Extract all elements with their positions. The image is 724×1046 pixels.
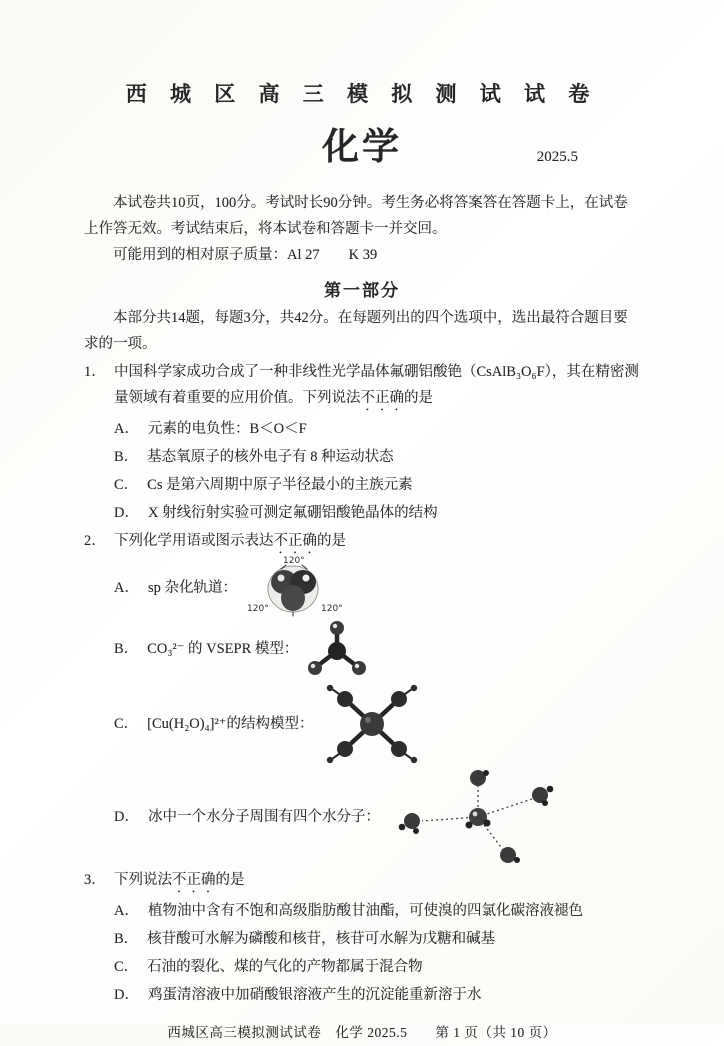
stem-text-pre: 下列说法 (114, 872, 172, 888)
stem-text-pre: 中国科学家成功合成了一种非线性光学晶体氟硼铝酸铯（CsAlB₃O₆F），其在精密测量领域有着重要的应用价值。下列说法 (114, 364, 639, 406)
orbital-angle-label-right: 120° (321, 604, 343, 614)
square-planar-complex-figure (319, 681, 425, 767)
orbital-angle-label-left: 120° (247, 604, 269, 614)
question-2-option-c (84, 681, 640, 767)
question-3 (84, 867, 640, 1008)
stem-emphasis: 不正确 (172, 872, 216, 888)
exam-date: 2025.5 (536, 149, 578, 165)
option-label: A． (114, 580, 139, 596)
question-3-option-b (84, 926, 640, 952)
option-text: 元素的电负性：B＜O＜F (147, 421, 307, 437)
subject-row (84, 122, 640, 174)
question-1-option-a (84, 416, 640, 442)
trigonal-planar-model-figure (304, 619, 370, 679)
option-label: D． (114, 987, 139, 1003)
option-label: C． (114, 477, 139, 493)
option-label: B． (114, 931, 139, 947)
stem-emphasis: 不正确 (360, 390, 404, 406)
option-label: B． (114, 641, 139, 657)
option-text: [Cu(H₂O)₄]²⁺的结构模型： (147, 716, 314, 732)
option-text: X 射线衍射实验可测定氟硼铝酸铯晶体的结构 (147, 505, 438, 521)
question-1-option-b (84, 444, 640, 470)
stem-text-post: 的是 (215, 872, 245, 888)
atomic-mass-note: 可能用到的相对原子质量：Al 27 K 39 (113, 247, 378, 263)
question-2-stem (84, 528, 640, 557)
option-text: 基态氧原子的核外电子有 8 种运动状态 (147, 449, 394, 465)
option-label: D． (114, 809, 139, 825)
sp-hybrid-orbital-figure (243, 555, 343, 617)
exam-title: 西 城 区 高 三 模 拟 测 试 试 卷 (125, 82, 599, 106)
question-2-option-b (84, 619, 640, 679)
question-1-number: 1． (84, 364, 106, 380)
option-text: CO₃²⁻ 的 VSEPR 模型： (147, 641, 299, 657)
option-label: D． (114, 505, 139, 521)
page-footer: 西城区高三模拟测试试卷 化学 2025.5 第 1 页（共 10 页） (167, 1025, 557, 1040)
question-2-option-d (84, 769, 640, 865)
orbital-angle-label-top: 120° (283, 556, 305, 566)
stem-text-post: 的是 (317, 533, 346, 549)
option-label: C． (114, 716, 139, 732)
exam-instructions: 本试卷共10页，100分。考试时长90分钟。考生务必将答案答在答题卡上，在试卷上作答无效。考试结束后，将本试卷和答题卡一并交回。 (84, 195, 628, 237)
question-2 (84, 528, 640, 865)
stem-text-post: 的是 (404, 390, 433, 406)
stem-emphasis: 不正确 (273, 533, 317, 549)
question-1-option-d (84, 500, 640, 526)
question-2-option-a (84, 556, 640, 617)
option-text: 鸡蛋清溶液中加硝酸银溶液产生的沉淀能重新溶于水 (147, 987, 482, 1003)
question-1-stem (84, 359, 640, 414)
option-text: 石油的裂化、煤的气化的产物都属于混合物 (147, 959, 423, 975)
option-label: C． (114, 959, 139, 975)
question-3-option-a (84, 898, 640, 924)
question-1-option-c (84, 472, 640, 498)
subject-title: 化学 (322, 127, 402, 168)
option-label: A． (114, 421, 139, 437)
question-3-option-c (84, 954, 640, 980)
water-cluster-figure (386, 769, 554, 865)
option-text: sp 杂化轨道： (147, 580, 238, 596)
question-1 (84, 359, 640, 526)
question-3-stem (84, 867, 640, 896)
question-2-number: 2． (84, 533, 106, 549)
option-text: Cs 是第六周期中原子半径最小的主族元素 (147, 477, 413, 493)
option-label: B． (114, 449, 139, 465)
part-one-heading: 第一部分 (324, 281, 400, 300)
stem-text-pre: 下列化学用语或图示表达 (114, 533, 274, 549)
option-text: 冰中一个水分子周围有四个水分子： (147, 809, 380, 825)
option-text: 核苷酸可水解为磷酸和核苷，核苷可水解为戊糖和碱基 (147, 931, 496, 947)
option-text: 植物油中含有不饱和高级脂肪酸甘油酯，可使溴的四氯化碳溶液褪色 (147, 903, 583, 919)
question-3-option-d (84, 982, 640, 1008)
part-one-instructions: 本部分共14题，每题3分，共42分。在每题列出的四个选项中，选出最符合题目要求的一项。 (84, 310, 628, 352)
question-3-number: 3． (84, 872, 106, 888)
option-label: A． (114, 903, 139, 919)
